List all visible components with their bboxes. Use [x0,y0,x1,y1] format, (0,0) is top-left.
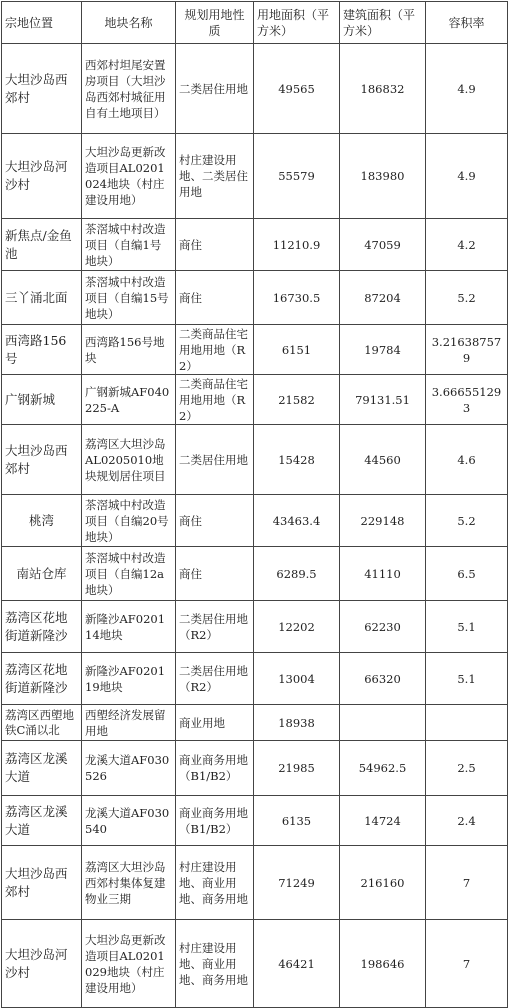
cell-location: 桃湾 [2,495,82,547]
cell-location: 三丫涌北面 [2,271,82,325]
cell-location: 大坦沙岛西郊村 [2,44,82,134]
table-row [2,920,508,1008]
header-building-area: 建筑面积（平方米） [340,2,426,44]
cell-land-area: 71249 [254,846,340,920]
cell-location: 荔湾区西塱地铁C涌以北 [2,705,82,741]
table-row [2,271,508,325]
cell-land-area: 21985 [254,741,340,796]
cell-plot-ratio: 7 [426,920,508,1008]
cell-planned-use: 二类居住用地 [176,425,254,495]
table-row [2,44,508,134]
cell-plot-ratio: 5.2 [426,495,508,547]
cell-location: 西湾路156号 [2,325,82,375]
cell-planned-use: 二类居住用地（R2） [176,653,254,705]
cell-building-area: 44560 [340,425,426,495]
cell-land-area: 6289.5 [254,547,340,601]
header-planned-use: 规划用地性质 [176,2,254,44]
cell-plot-name: 荔湾区大坦沙岛西郊村集体复建物业三期 [82,846,176,920]
table-row [2,741,508,796]
cell-location: 荔湾区花地街道新隆沙 [2,653,82,705]
cell-planned-use: 商业商务用地（B1/B2） [176,796,254,846]
cell-location: 广钢新城 [2,375,82,425]
cell-location: 荔湾区花地街道新隆沙 [2,601,82,653]
cell-plot-ratio: 4.9 [426,134,508,219]
cell-location: 荔湾区龙溪大道 [2,796,82,846]
cell-building-area: 79131.51 [340,375,426,425]
header-plot-ratio: 容积率 [426,2,508,44]
cell-building-area [340,705,426,741]
cell-building-area: 183980 [340,134,426,219]
table-row [2,425,508,495]
cell-plot-name: 大坦沙岛更新改造项目AL0201024地块（村庄建设用地） [82,134,176,219]
cell-building-area: 19784 [340,325,426,375]
cell-plot-ratio: 5.2 [426,271,508,325]
cell-land-area: 21582 [254,375,340,425]
cell-plot-name: 广钢新城AF040225-A [82,375,176,425]
cell-land-area: 18938 [254,705,340,741]
cell-land-area: 6151 [254,325,340,375]
cell-building-area: 54962.5 [340,741,426,796]
cell-plot-name: 新隆沙AF020114地块 [82,601,176,653]
cell-plot-ratio: 5.1 [426,653,508,705]
header-plot-name: 地块名称 [82,2,176,44]
cell-plot-ratio: 2.5 [426,741,508,796]
cell-land-area: 43463.4 [254,495,340,547]
cell-planned-use: 村庄建设用地、二类居住用地 [176,134,254,219]
cell-plot-ratio: 2.4 [426,796,508,846]
cell-planned-use: 二类居住用地 [176,44,254,134]
cell-land-area: 13004 [254,653,340,705]
table-row [2,653,508,705]
cell-plot-name: 大坦沙岛更新改造项目AL0201029地块（村庄建设用地） [82,920,176,1008]
cell-land-area: 15428 [254,425,340,495]
cell-land-area: 6135 [254,796,340,846]
cell-plot-name: 西郊村坦尾安置房项目（大坦沙岛西郊村城征用自有土地项目） [82,44,176,134]
cell-location: 大坦沙岛河沙村 [2,920,82,1008]
cell-planned-use: 二类居住用地（R2） [176,601,254,653]
cell-land-area: 49565 [254,44,340,134]
cell-planned-use: 商业用地 [176,705,254,741]
cell-planned-use: 村庄建设用地、商业用地、商务用地 [176,846,254,920]
cell-plot-ratio: 6.5 [426,547,508,601]
cell-plot-ratio: 3.666551293 [426,375,508,425]
cell-location: 大坦沙岛西郊村 [2,425,82,495]
cell-building-area: 14724 [340,796,426,846]
cell-plot-ratio: 5.1 [426,601,508,653]
table-row [2,547,508,601]
table-row [2,796,508,846]
cell-plot-ratio: 4.6 [426,425,508,495]
cell-building-area: 41110 [340,547,426,601]
cell-building-area: 66320 [340,653,426,705]
cell-plot-ratio: 3.216387579 [426,325,508,375]
cell-land-area: 55579 [254,134,340,219]
cell-location: 南站仓库 [2,547,82,601]
table-row [2,375,508,425]
cell-planned-use: 商住 [176,547,254,601]
cell-location: 新焦点/金鱼池 [2,219,82,271]
table-row [2,495,508,547]
cell-building-area: 229148 [340,495,426,547]
cell-building-area: 47059 [340,219,426,271]
cell-plot-name: 茶滘城中村改造项目（自编15号地块） [82,271,176,325]
cell-planned-use: 商住 [176,271,254,325]
table-row [2,325,508,375]
cell-planned-use: 二类商品住宅用地用地（R2） [176,375,254,425]
cell-plot-name: 西塱经济发展留用地 [82,705,176,741]
cell-land-area: 46421 [254,920,340,1008]
cell-building-area: 87204 [340,271,426,325]
cell-plot-ratio: 4.9 [426,44,508,134]
cell-land-area: 16730.5 [254,271,340,325]
cell-building-area: 62230 [340,601,426,653]
cell-planned-use: 村庄建设用地、商业用地、商务用地 [176,920,254,1008]
cell-plot-name: 龙溪大道AF030526 [82,741,176,796]
cell-building-area: 186832 [340,44,426,134]
cell-plot-name: 西湾路156号地块 [82,325,176,375]
table-row [2,134,508,219]
cell-plot-ratio: 4.2 [426,219,508,271]
cell-plot-ratio: 7 [426,846,508,920]
cell-plot-ratio [426,705,508,741]
table-row [2,846,508,920]
cell-location: 荔湾区龙溪大道 [2,741,82,796]
cell-planned-use: 商住 [176,495,254,547]
cell-plot-name: 荔湾区大坦沙岛AL0205010地块规划居住项目 [82,425,176,495]
land-plots-table [1,1,508,1008]
cell-building-area: 198646 [340,920,426,1008]
cell-land-area: 11210.9 [254,219,340,271]
cell-planned-use: 商住 [176,219,254,271]
cell-plot-name: 茶滘城中村改造项目（自编1号地块） [82,219,176,271]
header-location: 宗地位置 [2,2,82,44]
cell-planned-use: 商业商务用地（B1/B2） [176,741,254,796]
table-row [2,705,508,741]
cell-plot-name: 新隆沙AF020119地块 [82,653,176,705]
cell-plot-name: 龙溪大道AF030540 [82,796,176,846]
cell-location: 大坦沙岛河沙村 [2,134,82,219]
cell-plot-name: 茶滘城中村改造项目（自编12a地块） [82,547,176,601]
table-header-row [2,2,508,44]
header-land-area: 用地面积（平方米） [254,2,340,44]
cell-planned-use: 二类商品住宅用地用地（R2） [176,325,254,375]
cell-location: 大坦沙岛西郊村 [2,846,82,920]
cell-plot-name: 茶滘城中村改造项目（自编20号地块） [82,495,176,547]
table-row [2,601,508,653]
table-row [2,219,508,271]
cell-land-area: 12202 [254,601,340,653]
cell-building-area: 216160 [340,846,426,920]
